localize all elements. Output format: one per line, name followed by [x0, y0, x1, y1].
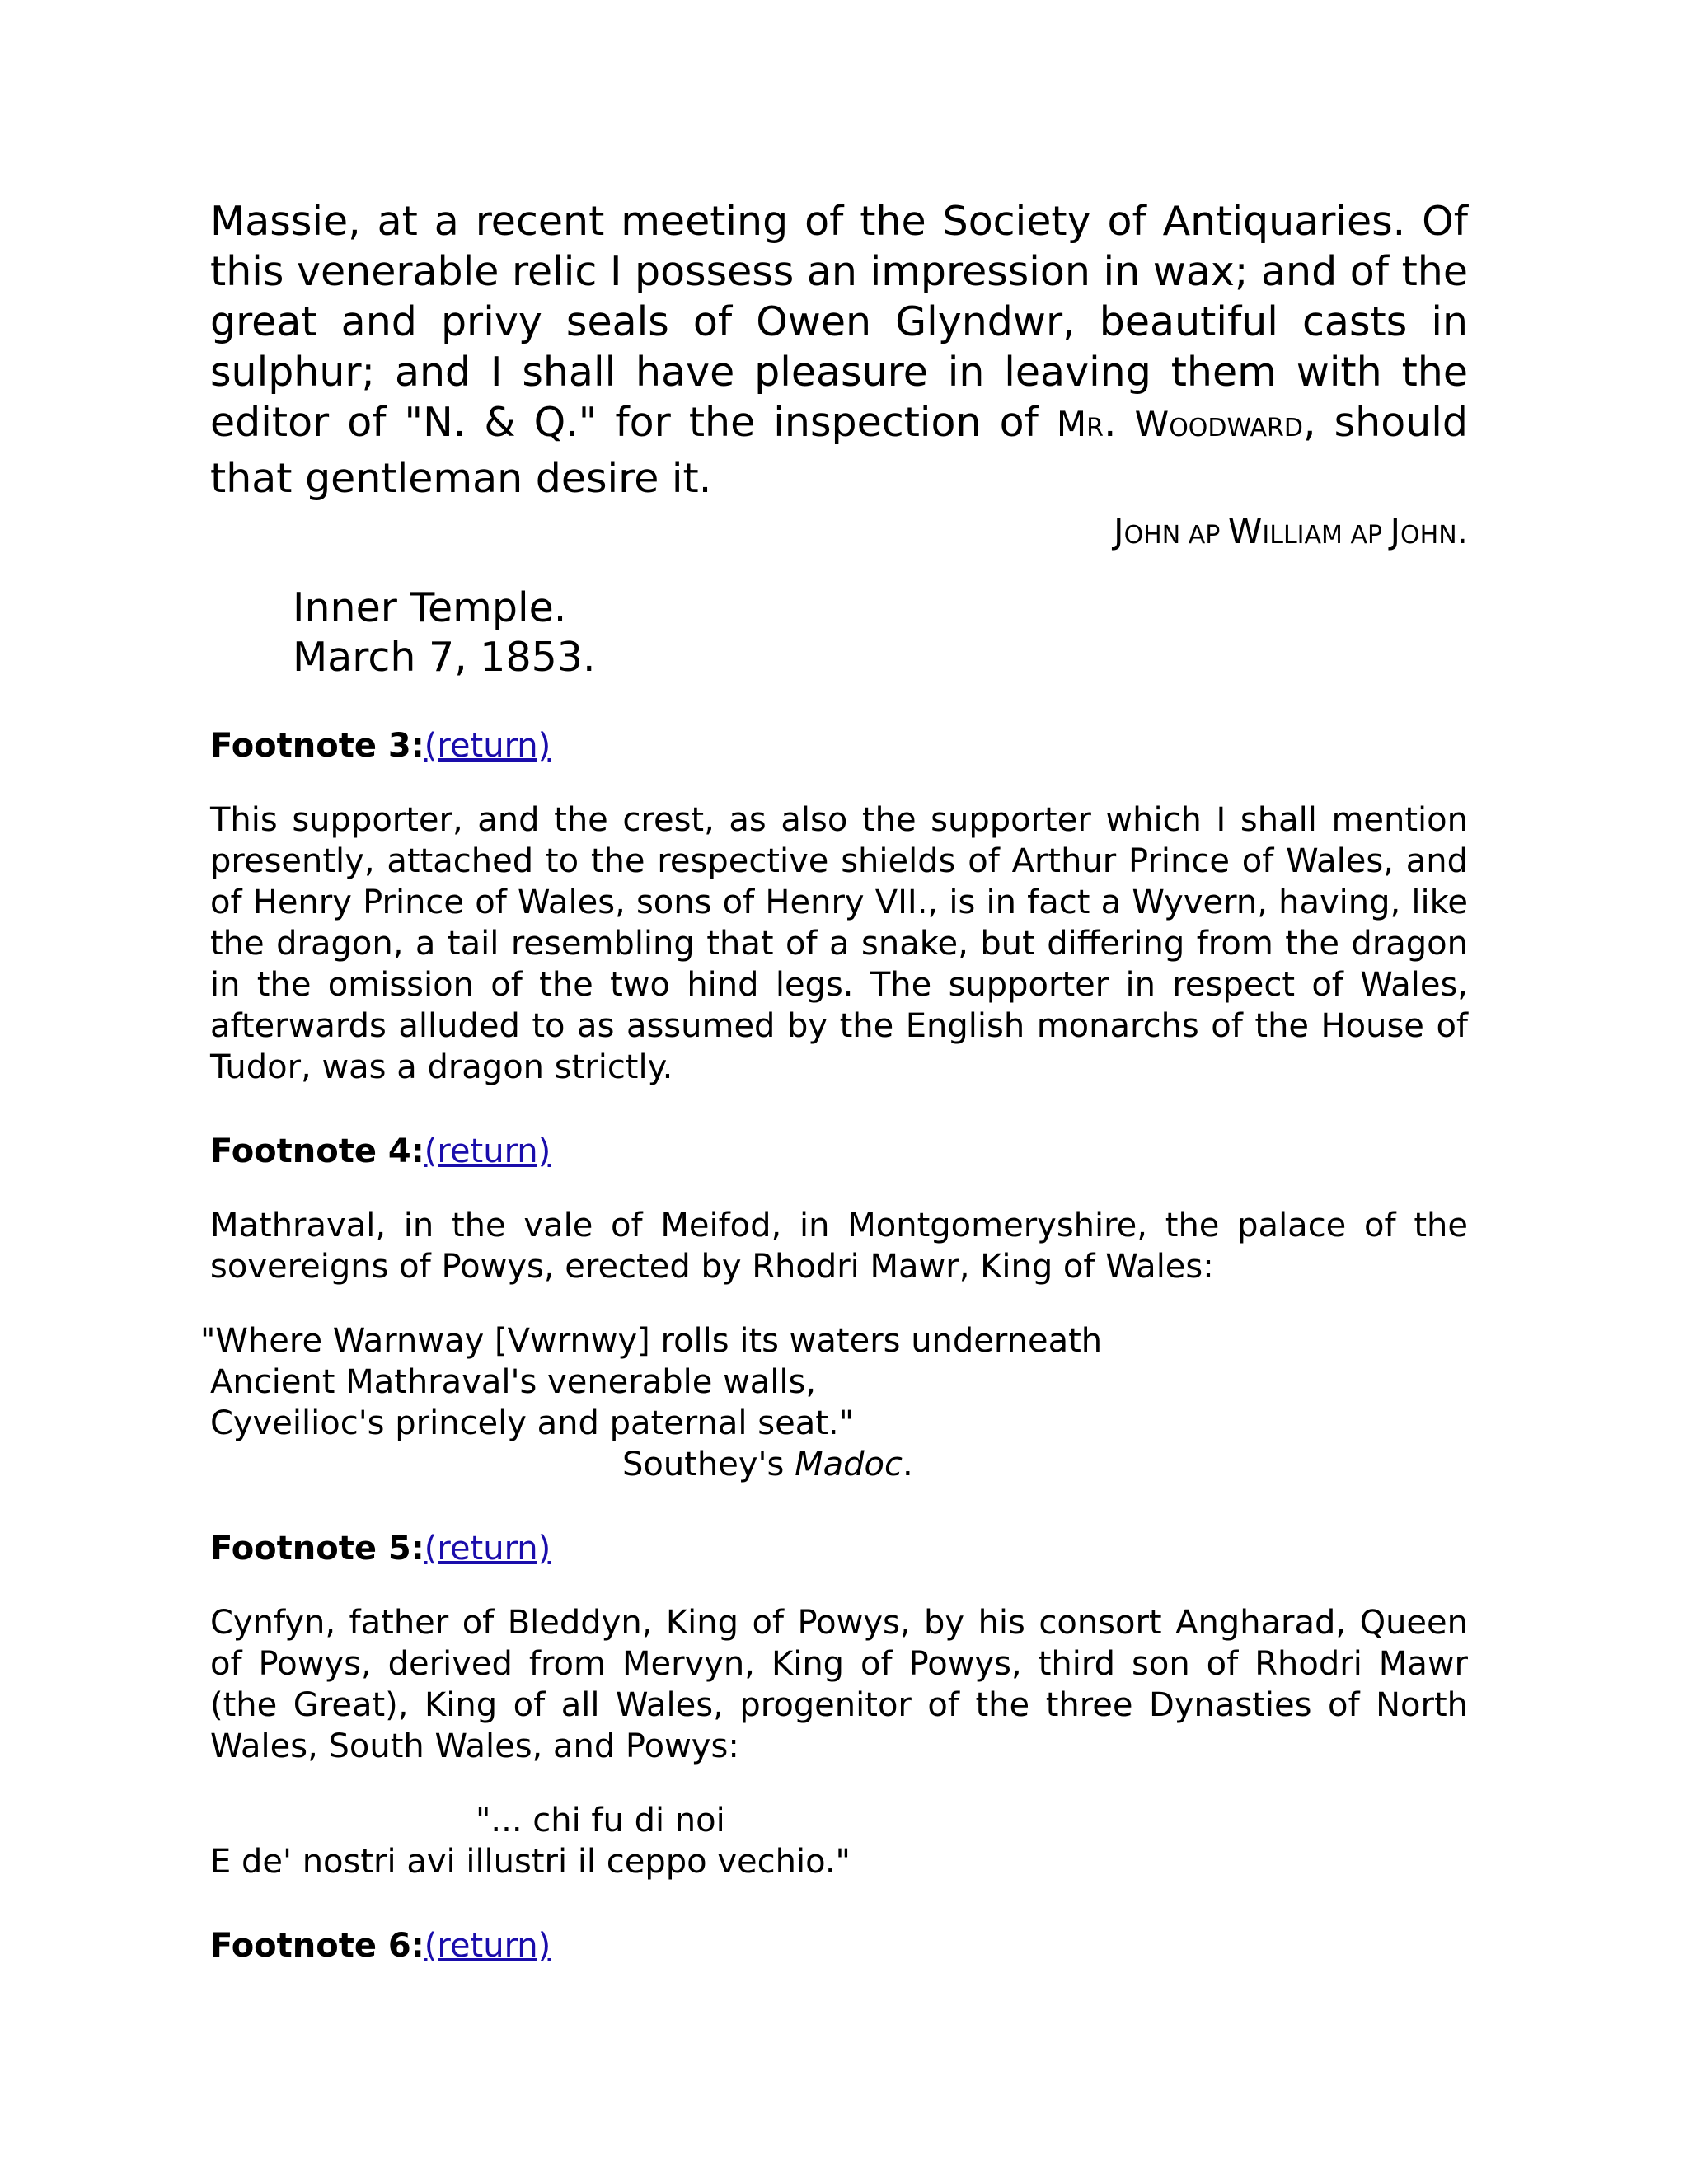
footnote-4-label: Footnote 4: [210, 1132, 424, 1170]
signature-j1: J [1114, 511, 1124, 551]
footnote-3-text: This supporter, and the crest, as also the supporter which I shall mention presently, attached to the respective shields of Arthur Prince of Wales, and of Henry Prince of Wales, sons of Henry VII., is in fact a Wyvern, having, like the dragon, a tail resembling that of a snake, but differing from the dragon in the omission of the two hind legs. The supporter in respect of Wales, afterwards alluded to as assumed by the English monarchs of the House of Tudor, was a dragon strictly. [210, 801, 1468, 1086]
woodward-initial: W [1134, 404, 1170, 444]
verse-line: "Where Warnway [Vwrnwy] rolls its waters underneath [200, 1322, 1103, 1360]
signature-dot: . [1456, 511, 1468, 551]
letter-body-end: , should that gentleman desire it. [210, 399, 1468, 502]
footnote-6-return-link[interactable]: (return) [424, 1927, 551, 1965]
signature-ohn: OHN [1400, 521, 1457, 550]
mr-rest: R [1086, 414, 1104, 443]
address-line-1: Inner Temple. [293, 584, 567, 631]
footnote-3-return-link[interactable]: (return) [424, 727, 551, 765]
verse-line: E de' nostri avi illustri il ceppo vechio." [210, 1843, 851, 1881]
footnote-5-verse [210, 1800, 1468, 1882]
mr-dot: . [1104, 399, 1135, 446]
footnote-4-heading [210, 1131, 1468, 1172]
signature-w: W [1227, 511, 1263, 551]
letter-body [210, 196, 1468, 504]
signature-ohn-ap: OHN AP [1123, 521, 1228, 550]
address-block [293, 583, 1468, 682]
citation-end: . [902, 1446, 913, 1483]
footnote-5-heading [210, 1528, 1468, 1569]
footnote-5-return-link[interactable]: (return) [424, 1530, 551, 1568]
verse-line: "... chi fu di noi [476, 1802, 725, 1840]
citation-title: Madoc [795, 1446, 903, 1483]
document-page [200, 196, 1468, 1966]
signature-illiam-ap: ILLIAM AP [1262, 521, 1390, 550]
footnote-4-verse [200, 1320, 1468, 1485]
footnote-5-label: Footnote 5: [210, 1530, 424, 1568]
footnote-6-label: Footnote 6: [210, 1927, 424, 1965]
woodward-rest: OODWARD [1169, 414, 1304, 443]
mr-initial: M [1056, 404, 1087, 444]
verse-line: Cyveilioc's princely and paternal seat." [210, 1404, 854, 1442]
footnote-6-heading [210, 1925, 1468, 1966]
verse-line: Ancient Mathraval's venerable walls, [210, 1363, 817, 1401]
signature-j2: J [1390, 511, 1401, 551]
footnote-4-text: Mathraval, in the vale of Meifod, in Montgomeryshire, the palace of the sovereigns of Powys, erected by Rhodri Mawr, King of Wales: [210, 1207, 1468, 1286]
footnote-5-text: Cynfyn, father of Bleddyn, King of Powys, by his consort Angharad, Queen of Powys, derived from Mervyn, King of Powys, third son of Rhodri Mawr (the Great), King of all Wales, progenitor of the three Dynasties of North Wales, South Wales, and Powys: [210, 1604, 1468, 1765]
address-line-2: March 7, 1853. [293, 634, 596, 681]
citation-author: Southey's [622, 1446, 795, 1483]
footnote-4-return-link[interactable]: (return) [424, 1132, 551, 1170]
footnote-3-heading [210, 725, 1468, 766]
verse-citation [622, 1444, 1468, 1485]
letter-body-text: Massie, at a recent meeting of the Society of Antiquaries. Of this venerable relic I possess an impression in wax; and of the great and privy seals of Owen Glyndwr, beautiful casts in sulphur; and I shall have pleasure in leaving them with the editor of "N. & Q." for the inspection of [210, 198, 1468, 446]
signature [210, 509, 1468, 559]
footnote-3-label: Footnote 3: [210, 727, 424, 765]
